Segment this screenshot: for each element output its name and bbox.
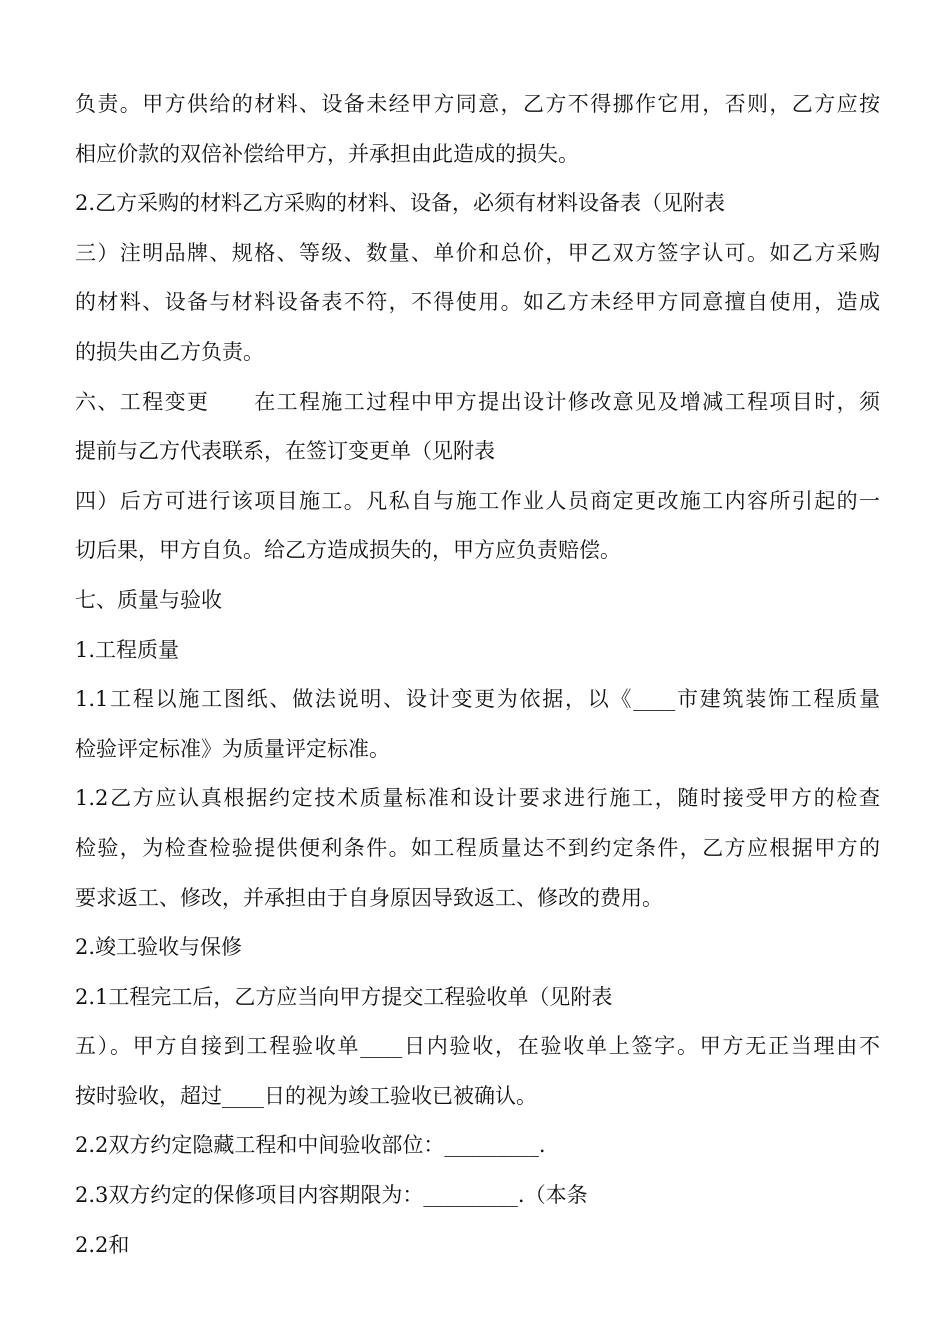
document-line: 的损失由乙方负责。	[75, 339, 264, 364]
document-line: 要求返工、修改，并承担由于自身原因导致返工、修改的费用。	[75, 885, 663, 910]
document-line: 相应价款的双倍补偿给甲方，并承担由此造成的损失。	[75, 141, 579, 166]
document-line: 检验评定标准》为质量评定标准。	[75, 736, 390, 761]
document-line: 提前与乙方代表联系，在签订变更单（见附表	[75, 439, 495, 464]
document-line: 检验，为检查检验提供便利条件。如工程质量达不到约定条件，乙方应根据甲方的	[75, 835, 880, 860]
document-line: 四）后方可进行该项目施工。凡私自与施工作业人员商定更改施工内容所引起的一	[75, 488, 880, 513]
document-line: 1.工程质量	[75, 637, 180, 662]
document-line: 五）。甲方自接到工程验收单____日内验收，在验收单上签字。甲方无正当理由不	[75, 1034, 880, 1059]
document-line: 2.1工程完工后，乙方应当向甲方提交工程验收单（见附表	[75, 984, 613, 1009]
document-line: 2.2双方约定隐藏工程和中间验收部位：_________.	[75, 1133, 546, 1158]
document-page	[75, 80, 880, 1270]
document-line: 的材料、设备与材料设备表不符，不得使用。如乙方未经甲方同意擅自使用，造成	[75, 290, 880, 315]
document-line: 三）注明品牌、规格、等级、数量、单价和总价，甲乙双方签字认可。如乙方采购	[75, 240, 880, 265]
document-line: 2.竣工验收与保修	[75, 935, 243, 960]
document-line: 按时验收，超过____日的视为竣工验收已被确认。	[75, 1083, 537, 1108]
document-line: 六、工程变更 在工程施工过程中甲方提出设计修改意见及增减工程项目时，须	[75, 389, 880, 414]
document-line: 1.2乙方应认真根据约定技术质量标准和设计要求进行施工，随时接受甲方的检查	[75, 786, 880, 811]
document-line: 2.3双方约定的保修项目内容期限为：_________.（本条	[75, 1183, 588, 1208]
document-line: 七、质量与验收	[75, 587, 222, 612]
document-line: 切后果，甲方自负。给乙方造成损失的，甲方应负责赔偿。	[75, 538, 621, 563]
document-line: 1.1工程以施工图纸、做法说明、设计变更为依据，以《____市建筑装饰工程质量	[75, 687, 880, 712]
document-line: 2.2和	[75, 1232, 130, 1257]
document-line: 负责。甲方供给的材料、设备未经甲方同意，乙方不得挪作它用，否则，乙方应按	[75, 92, 880, 116]
document-line: 2.乙方采购的材料乙方采购的材料、设备，必须有材料设备表（见附表	[75, 191, 726, 216]
